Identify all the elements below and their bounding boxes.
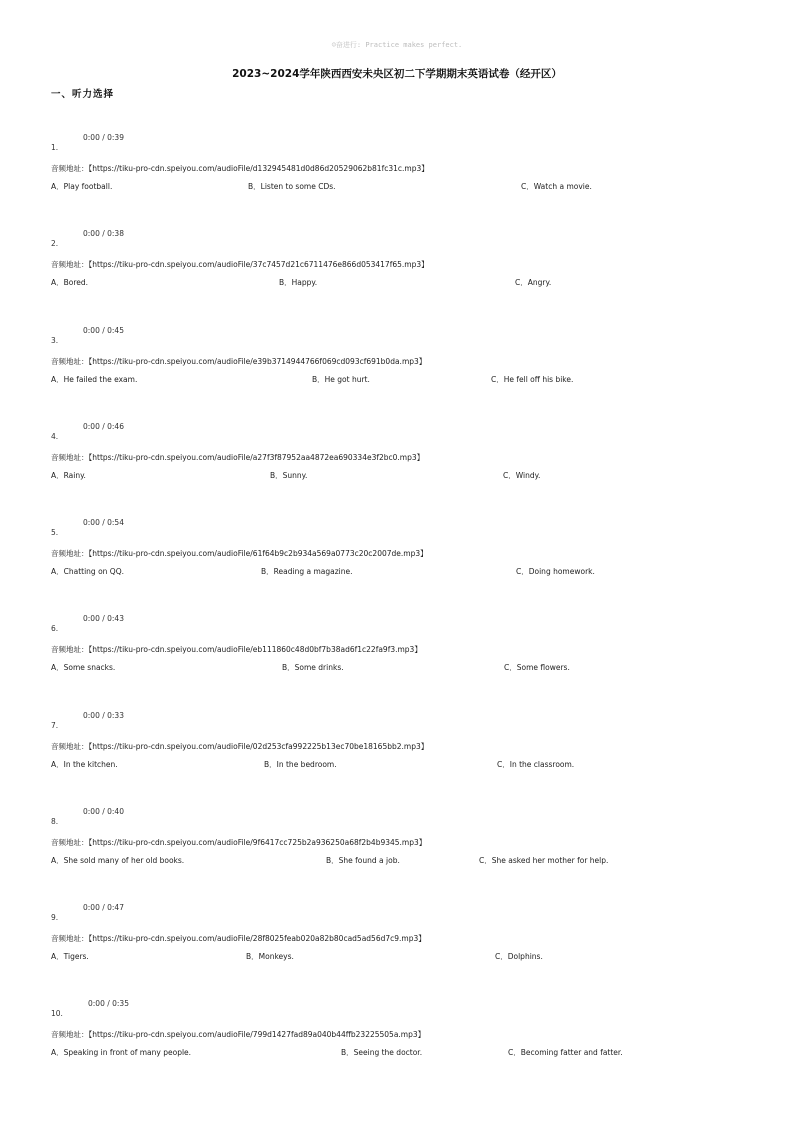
audio-url[interactable]: 【https://tiku-pro-cdn.speiyou.com/audioFile/61f64b9c2b934a569a0773c20c2007de.mp3】 xyxy=(88,549,428,558)
audio-label: 音频地址： xyxy=(51,549,89,558)
audio-label: 音频地址： xyxy=(51,742,89,751)
option-c[interactable]: C．She asked her mother for help. xyxy=(479,856,609,865)
audio-label: 音频地址： xyxy=(51,1030,89,1039)
question-number: 3. xyxy=(51,336,59,345)
option-a[interactable]: A．Rainy. xyxy=(51,471,86,480)
audio-address xyxy=(51,741,428,752)
question-number: 2. xyxy=(51,239,59,248)
audio-label: 音频地址： xyxy=(51,453,89,462)
option-a[interactable]: A．Chatting on QQ. xyxy=(51,567,124,576)
audio-time[interactable]: 0:00 / 0:39 xyxy=(83,133,124,142)
audio-time[interactable]: 0:00 / 0:40 xyxy=(83,807,124,816)
question-10 xyxy=(0,999,794,1059)
option-c[interactable]: C．He fell off his bike. xyxy=(491,375,574,384)
option-a[interactable]: A．Bored. xyxy=(51,278,89,287)
audio-url[interactable]: 【https://tiku-pro-cdn.speiyou.com/audioFile/a27f3f87952aa4872ea690334e3f2bc0.mp3】 xyxy=(88,453,425,462)
audio-url[interactable]: 【https://tiku-pro-cdn.speiyou.com/audioFile/28f8025feab020a82b80cad5ad56d7c9.mp3】 xyxy=(88,934,426,943)
audio-address xyxy=(51,644,422,655)
question-number: 10. xyxy=(51,1009,63,1018)
audio-address xyxy=(51,1029,425,1040)
audio-time[interactable]: 0:00 / 0:45 xyxy=(83,326,124,335)
option-a[interactable]: A．Speaking in front of many people. xyxy=(51,1048,192,1057)
watermark: ☺奋进行: Practice makes perfect. xyxy=(331,41,463,49)
option-c[interactable]: C．Becoming fatter and fatter. xyxy=(508,1048,623,1057)
question-4 xyxy=(0,422,794,482)
option-a[interactable]: A．He failed the exam. xyxy=(51,375,138,384)
audio-address xyxy=(51,356,426,367)
question-number: 9. xyxy=(51,913,59,922)
audio-address xyxy=(51,259,429,270)
audio-url[interactable]: 【https://tiku-pro-cdn.speiyou.com/audioFile/799d1427fad89a040b44ffb23225505a.mp3】 xyxy=(88,1030,426,1039)
audio-label: 音频地址： xyxy=(51,838,89,847)
option-a[interactable]: A．Tigers. xyxy=(51,952,89,961)
audio-time[interactable]: 0:00 / 0:43 xyxy=(83,614,124,623)
audio-time[interactable]: 0:00 / 0:38 xyxy=(83,229,124,238)
audio-url[interactable]: 【https://tiku-pro-cdn.speiyou.com/audioFile/37c7457d21c6711476e866d053417f65.mp3】 xyxy=(88,260,429,269)
audio-url[interactable]: 【https://tiku-pro-cdn.speiyou.com/audioFile/02d253cfa992225b13ec70be18165bb2.mp3】 xyxy=(88,742,429,751)
option-c[interactable]: C．Some flowers. xyxy=(504,663,570,672)
question-number: 1. xyxy=(51,143,59,152)
audio-label: 音频地址： xyxy=(51,357,89,366)
audio-url[interactable]: 【https://tiku-pro-cdn.speiyou.com/audioFile/eb111860c48d0bf7b38ad6f1c22fa9f3.mp3】 xyxy=(88,645,422,654)
audio-time[interactable]: 0:00 / 0:35 xyxy=(88,999,129,1008)
audio-time[interactable]: 0:00 / 0:54 xyxy=(83,518,124,527)
option-c[interactable]: C．In the classroom. xyxy=(497,760,575,769)
question-2 xyxy=(0,229,794,289)
option-b[interactable]: B．Happy. xyxy=(279,278,318,287)
question-1 xyxy=(0,133,794,193)
option-c[interactable]: C．Watch a movie. xyxy=(521,182,592,191)
option-b[interactable]: B．Reading a magazine. xyxy=(261,567,353,576)
audio-address xyxy=(51,452,424,463)
option-c[interactable]: C．Doing homework. xyxy=(516,567,595,576)
audio-time[interactable]: 0:00 / 0:33 xyxy=(83,711,124,720)
option-c[interactable]: C．Windy. xyxy=(503,471,541,480)
page-title: 2023~2024学年陕西西安未央区初二下学期期末英语试卷（经开区） xyxy=(232,68,562,80)
option-b[interactable]: B．Monkeys. xyxy=(246,952,294,961)
audio-label: 音频地址： xyxy=(51,645,89,654)
audio-url[interactable]: 【https://tiku-pro-cdn.speiyou.com/audioFile/e39b3714944766f069cd093cf691b0da.mp3】 xyxy=(88,357,427,366)
audio-label: 音频地址： xyxy=(51,934,89,943)
audio-label: 音频地址： xyxy=(51,260,89,269)
option-a[interactable]: A．Some snacks. xyxy=(51,663,116,672)
question-number: 6. xyxy=(51,624,59,633)
question-number: 8. xyxy=(51,817,59,826)
audio-url[interactable]: 【https://tiku-pro-cdn.speiyou.com/audioFile/9f6417cc725b2a936250a68f2b4b9345.mp3】 xyxy=(88,838,427,847)
question-number: 4. xyxy=(51,432,59,441)
option-c[interactable]: C．Dolphins. xyxy=(495,952,543,961)
audio-address xyxy=(51,837,426,848)
question-5 xyxy=(0,518,794,578)
audio-time[interactable]: 0:00 / 0:47 xyxy=(83,903,124,912)
question-6 xyxy=(0,614,794,674)
question-8 xyxy=(0,807,794,867)
audio-address xyxy=(51,548,428,559)
option-b[interactable]: B．She found a job. xyxy=(326,856,400,865)
question-number: 5. xyxy=(51,528,59,537)
option-a[interactable]: A．In the kitchen. xyxy=(51,760,118,769)
question-9 xyxy=(0,903,794,963)
question-3 xyxy=(0,326,794,386)
option-a[interactable]: A．Play football. xyxy=(51,182,113,191)
option-a[interactable]: A．She sold many of her old books. xyxy=(51,856,185,865)
option-b[interactable]: B．In the bedroom. xyxy=(264,760,337,769)
audio-address xyxy=(51,933,426,944)
option-b[interactable]: B．Seeing the doctor. xyxy=(341,1048,423,1057)
section-heading: 一、听力选择 xyxy=(51,89,115,100)
audio-address xyxy=(51,163,429,174)
option-c[interactable]: C．Angry. xyxy=(515,278,552,287)
question-number: 7. xyxy=(51,721,59,730)
audio-time[interactable]: 0:00 / 0:46 xyxy=(83,422,124,431)
option-b[interactable]: B．Sunny. xyxy=(270,471,308,480)
question-7 xyxy=(0,711,794,771)
option-b[interactable]: B．He got hurt. xyxy=(312,375,370,384)
option-b[interactable]: B．Some drinks. xyxy=(282,663,344,672)
option-b[interactable]: B．Listen to some CDs. xyxy=(248,182,336,191)
audio-url[interactable]: 【https://tiku-pro-cdn.speiyou.com/audioFile/d132945481d0d86d20529062b81fc31c.mp3】 xyxy=(88,164,429,173)
audio-label: 音频地址： xyxy=(51,164,89,173)
